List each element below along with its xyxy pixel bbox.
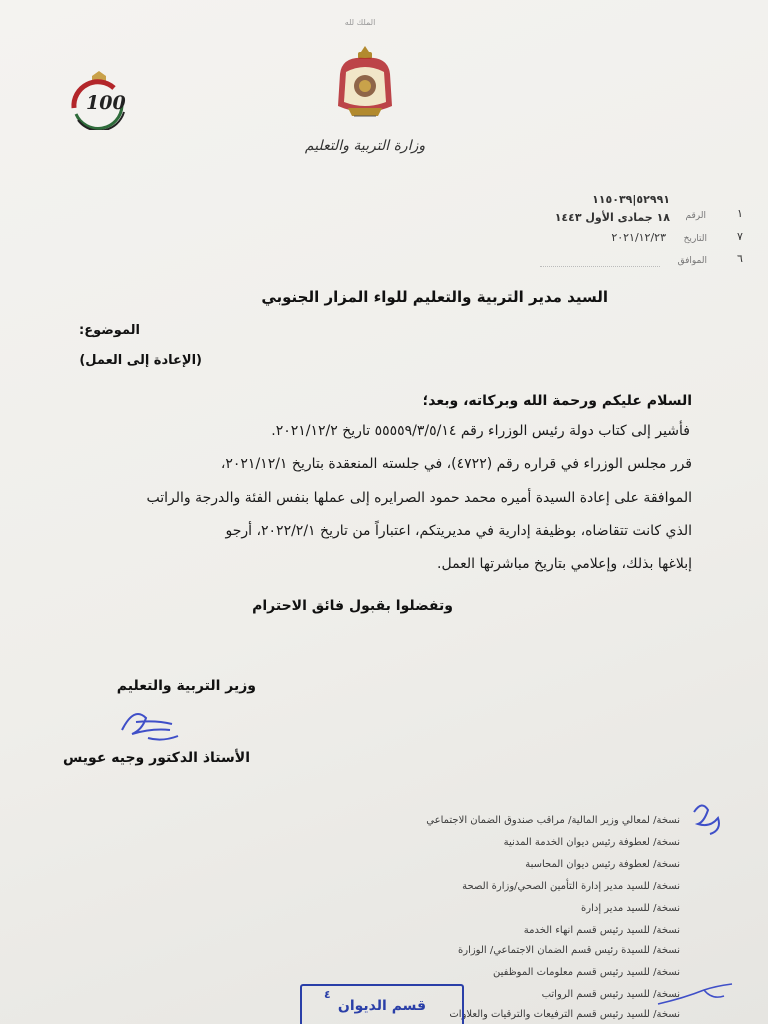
body-line: الموافقة على إعادة السيدة أميره محمد حمود الصرايره إلى عملها بنفس الفئة والدرجة والراتب	[146, 490, 692, 506]
body-line: قرر مجلس الوزراء في قراره رقم (٤٧٢٢)، في جلسته المنعقدة بتاريخ ٢٠٢١/١٢/١،	[220, 456, 692, 472]
cc-item: نسخة/ لعطوفة رئيس ديوان الخدمة المدنية	[503, 837, 680, 848]
cc-item: نسخة/ للسيد رئيس قسم الرواتب	[541, 989, 680, 1000]
cc-item: نسخة/ لعطوفة رئيس ديوان المحاسبة	[525, 859, 680, 870]
signatory-name: الأستاذ الدكتور وجيه عويس	[63, 750, 250, 766]
cc-item: نسخة/ للسيد مدير إدارة	[581, 903, 680, 914]
ministry-name: وزارة التربية والتعليم	[304, 138, 426, 154]
stamp-label: قسم الديوان	[337, 998, 427, 1014]
margin-mark-3: ٦	[737, 252, 743, 265]
centenary-number: 100	[86, 92, 126, 114]
crest-motto: الملك لله	[344, 18, 376, 27]
date-label: التاريخ	[683, 234, 707, 244]
corresponding-label: الموافق	[677, 256, 707, 266]
body-line: إبلاغها بذلك، وإعلامي بتاريخ مباشرتها العمل.	[437, 556, 692, 572]
subject-label: الموضوع:	[79, 323, 140, 338]
cc-item: نسخة/ للسيد رئيس قسم معلومات الموظفين	[493, 967, 680, 978]
cc-item: نسخة/ لمعالي وزير المالية/ مراقب صندوق الضمان الاجتماعي	[426, 815, 680, 826]
stamp-number: ٤	[324, 988, 331, 1001]
centenary-badge	[66, 70, 132, 130]
hijri-date: ١٨ جمادى الأول ١٤٤٣	[554, 211, 670, 224]
ref-label: الرقم	[685, 211, 706, 221]
addressee: السيد مدير التربية والتعليم للواء المزار الجنوبي	[261, 288, 608, 306]
body-line: الذي كانت تتقاضاه، بوظيفة إدارية في مديريتكم، اعتباراً من تاريخ ٢٠٢٢/٢/١، أرجو	[225, 523, 692, 539]
meta-dotted-line	[540, 266, 660, 267]
signatory-title: وزير التربية والتعليم	[116, 678, 256, 694]
coat-of-arms-emblem	[334, 44, 396, 124]
handwritten-stroke	[654, 982, 738, 1008]
registry-stamp	[300, 984, 464, 1024]
subject-text: (الإعادة إلى العمل)	[79, 353, 202, 368]
greeting: السلام عليكم ورحمة الله وبركاته، وبعد؛	[422, 393, 692, 409]
ref-value: ٥٢٩٩١|١١٥٠٣٩	[592, 193, 670, 206]
margin-mark-2: ٧	[737, 230, 743, 243]
margin-mark-1: ١	[737, 207, 743, 220]
body-line: فأشير إلى كتاب دولة رئيس الوزراء رقم ٥٥٥٥٩/٣/٥/١٤ تاريخ ٢٠٢١/١٢/٢.	[271, 423, 690, 439]
closing-line: وتفضلوا بقبول فائق الاحترام	[252, 598, 453, 614]
cc-item: نسخة/ للسيدة رئيس قسم الضمان الاجتماعي/ الوزارة	[458, 945, 680, 956]
cc-item: نسخة/ للسيد رئيس قسم انهاء الخدمة	[523, 925, 680, 936]
cc-item: نسخة/ للسيد رئيس قسم الترفيعات والترقيات والعلاوات	[449, 1009, 680, 1020]
handwritten-initials	[688, 798, 728, 838]
date-value: ٢٠٢١/١٢/٢٣	[611, 231, 666, 244]
handwritten-signature	[112, 700, 192, 746]
cc-item: نسخة/ للسيد مدير إدارة التأمين الصحي/وزارة الصحة	[462, 881, 680, 892]
